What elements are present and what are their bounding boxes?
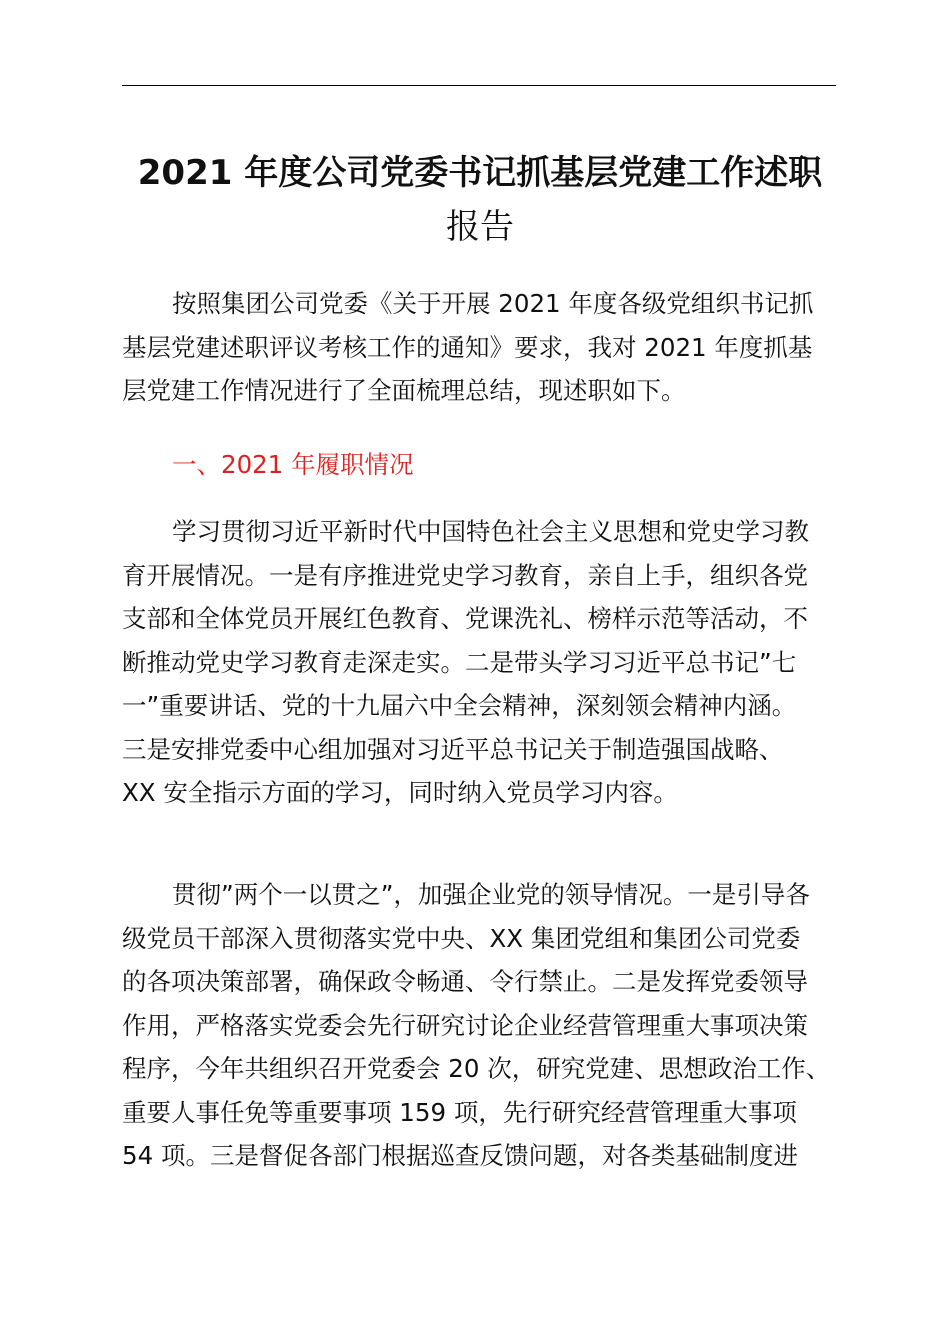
document-title (100, 146, 860, 254)
paragraph-line: 断推动党史学习教育走深走实。二是带头学习习近平总书记”七 (122, 647, 797, 677)
paragraph-line: 三是安排党委中心组加强对习近平总书记关于制造强国战略、 (122, 734, 784, 764)
paragraph-line: XX 安全指示方面的学习，同时纳入党员学习内容。 (122, 778, 678, 807)
paragraph-line: 重要人事任免等重要事项 159 项，先行研究经营管理重大事项 (122, 1097, 797, 1127)
paragraph-2 (122, 873, 844, 1178)
title-line-1: 2021 年度公司党委书记抓基层党建工作述职 (137, 153, 823, 193)
paragraph-line: 育开展情况。一是有序推进党史学习教育，亲自上手，组织各党 (122, 560, 808, 590)
paragraph-line: 程序，今年共组织召开党委会 20 次，研究党建、思想政治工作、 (122, 1054, 831, 1083)
intro-paragraph (122, 282, 844, 413)
paragraph-line: 贯彻”两个一以贯之”，加强企业党的领导情况。一是引导各 (172, 880, 810, 909)
paragraph-line: 一”重要讲话、党的十九届六中全会精神，深刻领会精神内涵。 (122, 691, 797, 720)
section-heading: 一、2021 年履职情况 (172, 450, 414, 479)
intro-line: 基层党建述职评议考核工作的通知》要求，我对 2021 年度抓基 (122, 332, 813, 362)
paragraph-line: 54 项。三是督促各部门根据巡查反馈问题，对各类基础制度进 (122, 1141, 798, 1170)
title-line-2: 报告 (446, 207, 514, 247)
paragraph-line: 支部和全体党员开展红色教育、党课洗礼、榜样示范等活动，不 (122, 604, 808, 633)
intro-line: 按照集团公司党委《关于开展 2021 年度各级党组织书记抓 (172, 289, 814, 318)
paragraph-line: 作用，严格落实党委会先行研究讨论企业经营管理重大事项决策 (122, 1010, 808, 1040)
paragraph-line: 的各项决策部署，确保政令畅通、令行禁止。二是发挥党委领导 (122, 967, 808, 996)
paragraph-1 (122, 510, 844, 815)
paragraph-line: 学习贯彻习近平新时代中国特色社会主义思想和党史学习教 (172, 517, 809, 546)
paragraph-line: 级党员干部深入贯彻落实党中央、XX 集团党组和集团公司党委 (122, 923, 801, 953)
intro-line: 层党建工作情况进行了全面梳理总结，现述职如下。 (122, 376, 686, 405)
header-rule (122, 85, 836, 86)
